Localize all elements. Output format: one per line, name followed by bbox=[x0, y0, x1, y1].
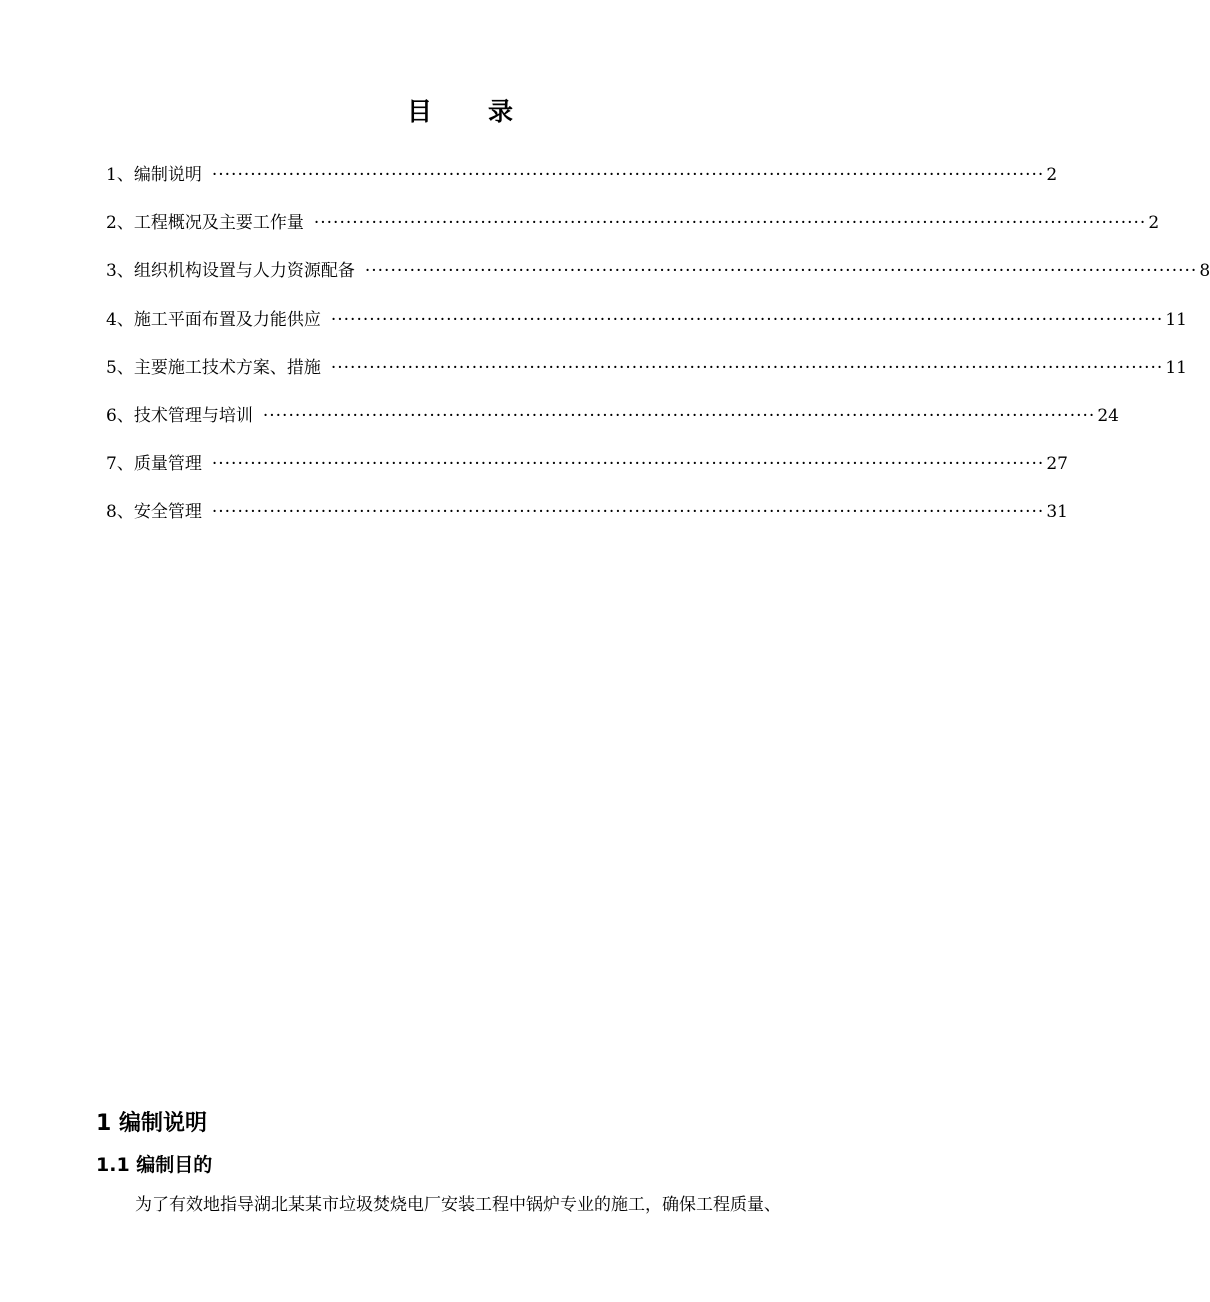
toc-entry-label: 6、技术管理与培训 bbox=[106, 405, 253, 426]
table-of-contents bbox=[106, 160, 1210, 546]
toc-entry-page: 2 bbox=[1148, 213, 1160, 234]
section-subheading: 1.1 编制目的 bbox=[96, 1154, 213, 1176]
toc-entry[interactable] bbox=[106, 449, 1068, 497]
toc-leader-dots: ·································································································································· bbox=[330, 309, 1164, 330]
toc-leader-dots: ·································································································································· bbox=[330, 357, 1164, 378]
toc-leader-dots: ·································································································································· bbox=[211, 165, 1045, 185]
toc-entry-label: 5、主要施工技术方案、措施 bbox=[106, 357, 321, 378]
toc-entry-page: 11 bbox=[1165, 357, 1187, 378]
toc-entry-page: 2 bbox=[1046, 165, 1058, 185]
toc-entry-label: 4、施工平面布置及力能供应 bbox=[106, 309, 321, 330]
toc-entry-label: 3、组织机构设置与人力资源配备 bbox=[106, 261, 355, 282]
toc-entry-label: 7、质量管理 bbox=[106, 454, 202, 475]
toc-entry-page: 24 bbox=[1097, 405, 1119, 426]
toc-entry-label: 2、工程概况及主要工作量 bbox=[106, 213, 304, 234]
toc-leader-dots: ·································································································································· bbox=[262, 405, 1096, 426]
section-heading: 1 编制说明 bbox=[96, 1111, 207, 1136]
toc-leader-dots: ·································································································································· bbox=[211, 454, 1045, 475]
toc-title-left: 目 bbox=[406, 97, 432, 126]
toc-entry[interactable] bbox=[106, 401, 1119, 449]
toc-leader-dots: ·································································································································· bbox=[211, 502, 1045, 523]
toc-leader-dots: ·································································································································· bbox=[364, 261, 1198, 282]
toc-title-right: 录 bbox=[488, 97, 514, 126]
toc-entry-page: 31 bbox=[1046, 502, 1068, 523]
toc-entry-page: 27 bbox=[1046, 454, 1068, 475]
toc-entry[interactable] bbox=[106, 256, 1210, 304]
toc-entry-label: 8、安全管理 bbox=[106, 502, 202, 523]
toc-entry-page: 8 bbox=[1199, 261, 1210, 282]
toc-entry-label: 1、编制说明 bbox=[106, 165, 202, 185]
section-paragraph: 为了有效地指导湖北某某市垃圾焚烧电厂安装工程中锅炉专业的施工，确保工程质量、 bbox=[135, 1195, 781, 1215]
toc-entry[interactable] bbox=[106, 305, 1187, 353]
toc-entry[interactable] bbox=[106, 353, 1187, 401]
toc-entry-page: 11 bbox=[1165, 309, 1187, 330]
toc-leader-dots: ·································································································································· bbox=[313, 213, 1147, 234]
toc-entry[interactable] bbox=[106, 497, 1068, 545]
toc-entry[interactable] bbox=[106, 160, 1058, 208]
toc-title bbox=[0, 92, 920, 128]
toc-entry[interactable] bbox=[106, 208, 1160, 256]
